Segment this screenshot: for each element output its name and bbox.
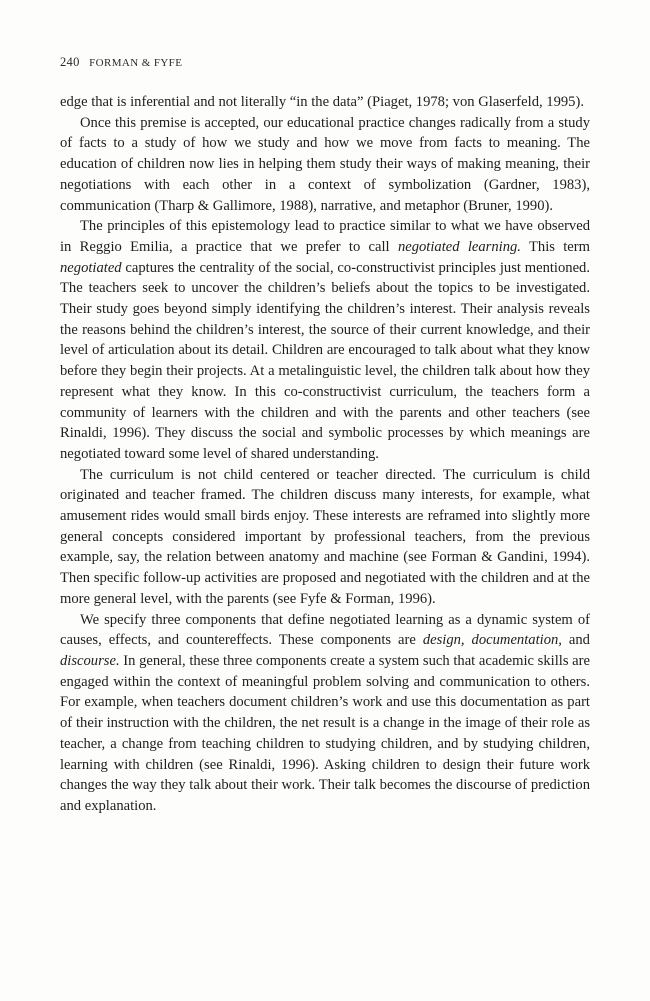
paragraph-negotiated-learning <box>60 216 590 464</box>
term-design-documentation: design, documentation, <box>422 632 562 649</box>
paragraph-continuation: edge that is inferential and not literally “in the data” (Piaget, 1978; von Glaserfeld, 1995). <box>60 94 584 110</box>
running-head-authors: FORMAN & FYFE <box>89 57 183 69</box>
paragraph-text: This term <box>520 238 590 255</box>
body-text <box>60 92 590 817</box>
term-negotiated: negotiated <box>60 259 122 276</box>
paragraph-text: We specify three components that define negotiated learning as a dynamic system of causes, effects, and countereffects. These components are <box>60 611 590 649</box>
paragraph-curriculum: The curriculum is not child centered or teacher directed. The curriculum is child originated and teacher framed. The children discuss many interests, for example, what amusement rides would small birds enjoy. These interests are reframed into slightly more general concepts considered important by professional teachers, from the previous example, say, the relation between anatomy and machine (see Forman & Gandini, 1994). Then specific follow-up activities are proposed and negotiated with the children and at the more general level, with the parents (see Fyfe & Forman, 1996). <box>60 466 590 607</box>
term-negotiated-learning: negotiated learning. <box>397 238 521 255</box>
paragraph-text: and <box>561 632 590 649</box>
term-discourse: discourse. <box>60 652 120 669</box>
paragraph-premise: Once this premise is accepted, our educational practice changes radically from a study of facts to a study of how we study and how we move from facts to meaning. The education of children now lies in helping them study their ways of making meaning, their negotiations with each other in a context of symbolization (Gardner, 1983), communication (Tharp & Gallimore, 1988), narrative, and metaphor (Bruner, 1990). <box>60 114 590 214</box>
paragraph-text: The principles of this epistemology lead to practice similar to what we have observed in Reggio Emilia, a practice that we prefer to call <box>60 218 590 255</box>
running-head <box>60 55 182 70</box>
paragraph-components <box>60 610 590 817</box>
paragraph-text: In general, these three components create a system such that academic skills are engaged within the context of meaningful problem solving and communication to others. For example, when teachers document children’s work and use this documentation as part of their instruction with the children, the net result is a change in the image of their role as teacher, a change from teaching children to studying children, and by studying children, learning with children (see Rinaldi, 1996). Asking children to design their future work changes the way they talk about their work. Their talk becomes the discourse of prediction and explanation. <box>60 652 590 814</box>
paragraph-text: captures the centrality of the social, co-constructivist principles just mentioned. The teachers seek to uncover the children’s beliefs about the topics to be investigated. Their study goes beyond simply identifying the children’s interest. Their analysis reveals the reasons behind the children’s interest, the source of their current knowledge, and their level of articulation about its detail. Children are encouraged to talk about what they know before they begin their projects. At a metalinguistic level, the children talk about how they represent what they know. In this co-constructivist curriculum, the teachers form a community of learners with the children and with the parents and other teachers (see Rinaldi, 1996). They discuss the social and symbolic processes by which meanings are negotiated toward some level of shared understanding. <box>60 259 590 462</box>
page-number: 240 <box>60 55 80 69</box>
